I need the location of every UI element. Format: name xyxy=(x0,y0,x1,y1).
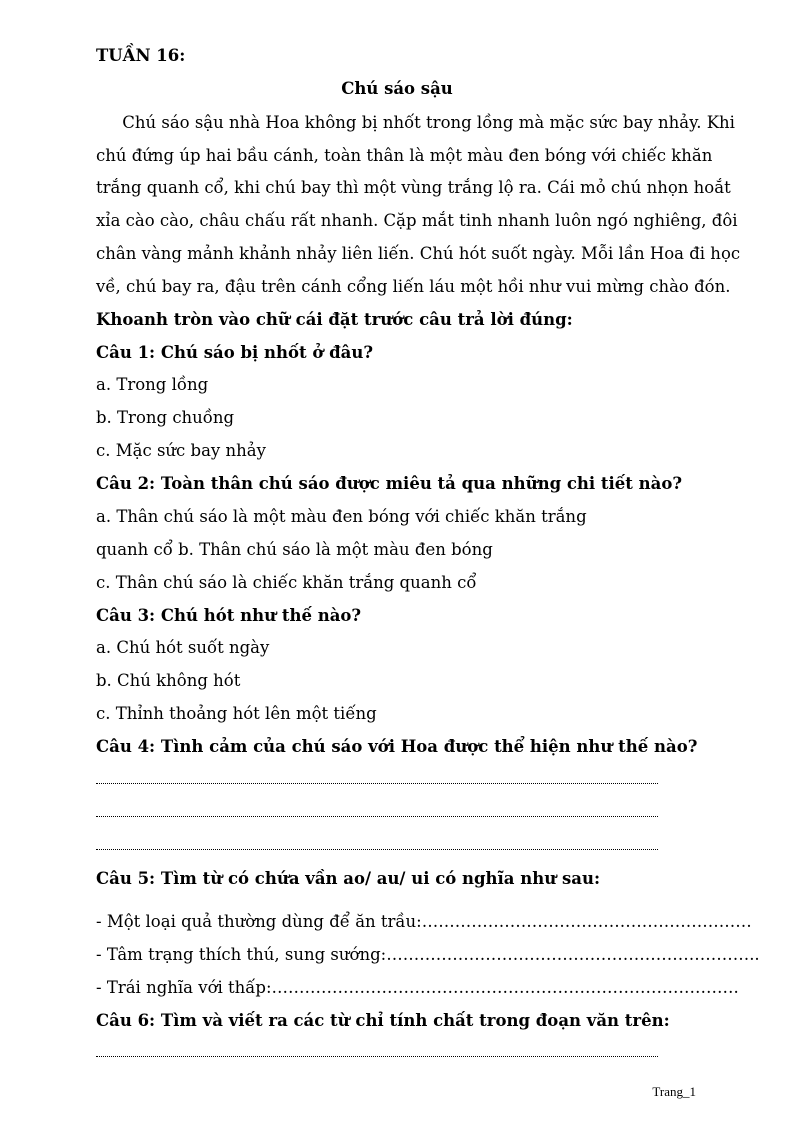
passage-line: xỉa cào cào, châu chấu rất nhanh. Cặp mắt tinh nhanh luôn ngó nghiêng, đôi xyxy=(96,211,738,230)
q4-answer-line[interactable] xyxy=(96,783,658,784)
passage-line: về, chú bay ra, đậu trên cánh cổng liến láu một hồi như vui mừng chào đón. xyxy=(96,277,731,296)
question-2: Câu 2: Toàn thân chú sáo được miêu tả qua những chi tiết nào? xyxy=(96,474,683,493)
q1-option-c[interactable]: c. Mặc sức bay nhảy xyxy=(96,441,266,460)
q6-answer-line[interactable] xyxy=(96,1056,658,1057)
q2-option-b[interactable]: quanh cổ b. Thân chú sáo là một màu đen bóng xyxy=(96,540,493,559)
question-4: Câu 4: Tình cảm của chú sáo với Hoa được thể hiện như thế nào? xyxy=(96,737,698,756)
question-5: Câu 5: Tìm từ có chứa vần ao/ au/ ui có nghĩa như sau: xyxy=(96,869,601,888)
q1-option-a[interactable]: a. Trong lồng xyxy=(96,375,209,394)
instruction: Khoanh tròn vào chữ cái đặt trước câu trả lời đúng: xyxy=(96,310,573,329)
q3-option-b[interactable]: b. Chú không hót xyxy=(96,671,241,690)
q1-option-b[interactable]: b. Trong chuồng xyxy=(96,408,235,427)
q5-item-1[interactable]: - Một loại quả thường dùng để ăn trầu:…………………………………………………… xyxy=(96,912,752,931)
passage-line: chú đứng úp hai bầu cánh, toàn thân là một màu đen bóng với chiếc khăn xyxy=(96,146,713,165)
q4-answer-line[interactable] xyxy=(96,849,658,850)
week-heading: TUẦN 16: xyxy=(96,46,186,65)
passage-line: chân vàng mảnh khảnh nhảy liên liến. Chú hót suốt ngày. Mỗi lần Hoa đi học xyxy=(96,244,741,263)
page-number: Trang_1 xyxy=(652,1084,696,1099)
q3-option-c[interactable]: c. Thỉnh thoảng hót lên một tiếng xyxy=(96,704,377,723)
q5-item-2[interactable]: - Tâm trạng thích thú, sung sướng:………………………………………………………….. xyxy=(96,945,760,964)
passage-line: trắng quanh cổ, khi chú bay thì một vùng trắng lộ ra. Cái mỏ chú nhọn hoắt xyxy=(96,178,731,197)
q4-answer-line[interactable] xyxy=(96,816,658,817)
q2-option-c[interactable]: c. Thân chú sáo là chiếc khăn trắng quanh cổ xyxy=(96,573,477,592)
passage-line: Chú sáo sậu nhà Hoa không bị nhốt trong lồng mà mặc sức bay nhảy. Khi xyxy=(96,113,735,132)
question-3: Câu 3: Chú hót như thế nào? xyxy=(96,606,362,625)
question-6: Câu 6: Tìm và viết ra các từ chỉ tính chất trong đoạn văn trên: xyxy=(96,1011,670,1030)
q5-item-3[interactable]: - Trái nghĩa với thấp:…………………………………………………………………………. xyxy=(96,978,739,997)
question-1: Câu 1: Chú sáo bị nhốt ở đâu? xyxy=(96,343,374,362)
passage-title: Chú sáo sậu xyxy=(341,79,453,98)
q3-option-a[interactable]: a. Chú hót suốt ngày xyxy=(96,638,270,657)
q2-option-a[interactable]: a. Thân chú sáo là một màu đen bóng với chiếc khăn trắng xyxy=(96,507,587,526)
